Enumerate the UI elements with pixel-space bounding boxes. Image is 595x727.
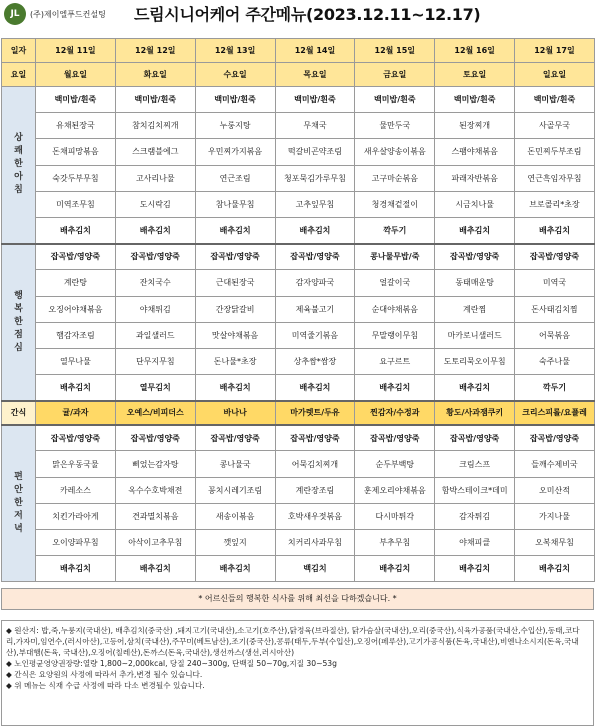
menu-item: 돈민찌두부조림 <box>515 139 595 165</box>
menu-item: 누룽지탕 <box>195 113 275 139</box>
day-cell: 화요일 <box>115 63 195 87</box>
breakfast-label-char: 침 <box>14 185 23 196</box>
menu-item: 삐었는감자탕 <box>115 451 195 477</box>
menu-item: 훈제오리야채볶음 <box>355 477 435 503</box>
menu-item: 맛살야채볶음 <box>195 322 275 348</box>
date-cell: 12월 15일 <box>355 39 435 63</box>
menu-item: 잡곡밥/영양죽 <box>355 425 435 451</box>
breakfast-label-char: 한 <box>14 159 23 170</box>
menu-item: 배추김치 <box>275 375 355 401</box>
menu-item: 물만두국 <box>355 113 435 139</box>
company-logo: JL <box>4 3 26 25</box>
menu-item: 도토리묵오이무침 <box>435 348 515 374</box>
menu-item: 순두부백탕 <box>355 451 435 477</box>
menu-item: 크림스프 <box>435 451 515 477</box>
menu-item: 아삭이고추무침 <box>115 530 195 556</box>
breakfast-row <box>2 165 595 191</box>
menu-item: 사골무국 <box>515 113 595 139</box>
footer-notes <box>1 620 594 726</box>
menu-item: 잡곡밥/영양죽 <box>435 244 515 270</box>
menu-item: 배추김치 <box>115 217 195 243</box>
menu-item: 배추김치 <box>515 217 595 243</box>
menu-item: 배추김치 <box>36 375 116 401</box>
menu-item: 잡곡밥/영양죽 <box>515 244 595 270</box>
menu-item: 배추김치 <box>195 556 275 582</box>
menu-item: 유채된장국 <box>36 113 116 139</box>
menu-item: 어묵볶음 <box>515 322 595 348</box>
day-label: 요일 <box>2 63 36 87</box>
menu-item: 미역줄기볶음 <box>275 322 355 348</box>
day-cell: 목요일 <box>275 63 355 87</box>
menu-item: 간장닭갈비 <box>195 296 275 322</box>
menu-item: 숙주나물 <box>515 348 595 374</box>
menu-item: 백미밥/흰죽 <box>36 87 116 113</box>
menu-item: 오이양파무침 <box>36 530 116 556</box>
menu-item: 청경채겉절이 <box>355 191 435 217</box>
date-cell: 12월 13일 <box>195 39 275 63</box>
snack-note: ◆ 간식은 요양원의 사정에 따라서 추가,변경 될수 있습니다. <box>6 670 203 679</box>
dinner-row <box>2 425 595 451</box>
menu-item: 잡곡밥/영양죽 <box>36 425 116 451</box>
menu-item: 미역국 <box>515 270 595 296</box>
menu-item: 단무지무침 <box>115 348 195 374</box>
menu-item: 가지나물 <box>515 503 595 529</box>
date-cell: 12월 11일 <box>36 39 116 63</box>
menu-item: 감자양파국 <box>275 270 355 296</box>
page-header <box>0 0 595 36</box>
lunch-row <box>2 296 595 322</box>
menu-item: 잡곡밥/영양죽 <box>515 425 595 451</box>
menu-item: 배추김치 <box>435 375 515 401</box>
lunch-row <box>2 348 595 374</box>
day-cell: 수요일 <box>195 63 275 87</box>
menu-item: 무채국 <box>275 113 355 139</box>
dinner-label-char: 저 <box>14 511 23 522</box>
menu-item: 배추김치 <box>515 556 595 582</box>
menu-item: 백미밥/흰죽 <box>435 87 515 113</box>
menu-item: 함박스테이크*데미 <box>435 477 515 503</box>
menu-item: 동태매운탕 <box>435 270 515 296</box>
nutrition-note: ◆ 노인평균영양권장량:열량 1,800~2,000kcal, 당질 240~300g, 단백질 50~70g,지질 30~53g <box>6 659 337 668</box>
lunch-label-char: 점 <box>14 329 23 340</box>
menu-item: 야채피클 <box>435 530 515 556</box>
menu-item: 참치김치찌개 <box>115 113 195 139</box>
menu-item: 고사리나물 <box>115 165 195 191</box>
menu-item: 숙갓두부무침 <box>36 165 116 191</box>
lunch-label-char: 심 <box>14 342 23 353</box>
day-cell: 토요일 <box>435 63 515 87</box>
menu-item: 참나물무침 <box>195 191 275 217</box>
day-row <box>2 63 595 87</box>
breakfast-label-char: 쾌 <box>14 146 23 157</box>
menu-item: 감자튀김 <box>435 503 515 529</box>
menu-item: 오징어야채볶음 <box>36 296 116 322</box>
day-cell: 일요일 <box>515 63 595 87</box>
lunch-label <box>2 244 36 401</box>
menu-item: 시금치나물 <box>435 191 515 217</box>
day-cell: 월요일 <box>36 63 116 87</box>
lunch-label-char: 복 <box>14 303 23 314</box>
notice-banner: * 어르신들의 행복한 식사를 위해 최선을 다하겠습니다. * <box>1 588 594 610</box>
dinner-label-char: 녁 <box>14 524 23 535</box>
dinner-label-char: 편 <box>14 472 23 483</box>
menu-item: 옥수수호박채전 <box>115 477 195 503</box>
menu-item: 브로콜리*초장 <box>515 191 595 217</box>
lunch-row <box>2 270 595 296</box>
menu-item: 잡곡밥/영양죽 <box>115 244 195 270</box>
dinner-label <box>2 425 36 582</box>
menu-item: 잡곡밥/영양죽 <box>195 425 275 451</box>
day-cell: 금요일 <box>355 63 435 87</box>
menu-item: 돈나물*초장 <box>195 348 275 374</box>
menu-item: 맑은우동국물 <box>36 451 116 477</box>
dinner-row <box>2 503 595 529</box>
dinner-row <box>2 556 595 582</box>
change-note: ◆ 위 메뉴는 식재 수급 사정에 따라 다소 변경될수 있습니다. <box>6 681 205 690</box>
menu-item: 근대된장국 <box>195 270 275 296</box>
menu-item: 배추김치 <box>435 556 515 582</box>
menu-item: 배추김치 <box>275 217 355 243</box>
menu-item: 견과멸치볶음 <box>115 503 195 529</box>
menu-item: 오복채무침 <box>515 530 595 556</box>
menu-item: 무말랭이무침 <box>355 322 435 348</box>
snack-item: 바나나 <box>195 401 275 425</box>
page-title: 드림시니어케어 주간메뉴(2023.12.11~12.17) <box>134 5 481 24</box>
dinner-row <box>2 530 595 556</box>
menu-item: 야채튀김 <box>115 296 195 322</box>
dinner-label-char: 안 <box>14 485 23 496</box>
menu-item: 백미밥/흰죽 <box>275 87 355 113</box>
menu-item: 배추김치 <box>36 556 116 582</box>
menu-item: 잡곡밥/영양죽 <box>275 244 355 270</box>
menu-item: 햄감자조림 <box>36 322 116 348</box>
menu-item: 배추김치 <box>435 217 515 243</box>
menu-item: 배추김치 <box>355 375 435 401</box>
menu-item: 돈채피망볶음 <box>36 139 116 165</box>
menu-item: 고구마순볶음 <box>355 165 435 191</box>
menu-item: 도시락김 <box>115 191 195 217</box>
menu-item: 고추잎무침 <box>275 191 355 217</box>
menu-item: 잡곡밥/영양죽 <box>36 244 116 270</box>
menu-item: 깍두기 <box>515 375 595 401</box>
snack-item: 찐감자/수정과 <box>355 401 435 425</box>
date-cell: 12월 14일 <box>275 39 355 63</box>
menu-item: 스팸야채볶음 <box>435 139 515 165</box>
menu-item: 과일샐러드 <box>115 322 195 348</box>
breakfast-row <box>2 191 595 217</box>
dinner-row <box>2 451 595 477</box>
menu-item: 치커리사과무침 <box>275 530 355 556</box>
menu-item: 잔치국수 <box>115 270 195 296</box>
menu-item: 열무김치 <box>115 375 195 401</box>
menu-item: 파래자반볶음 <box>435 165 515 191</box>
menu-item: 배추김치 <box>195 375 275 401</box>
company-name: (주)제이엘푸드컨설팅 <box>30 10 106 19</box>
menu-item: 연근조림 <box>195 165 275 191</box>
menu-item: 계란찜 <box>435 296 515 322</box>
snack-label: 간식 <box>2 401 36 425</box>
breakfast-label-char: 상 <box>14 133 23 144</box>
menu-item: 배추김치 <box>195 217 275 243</box>
menu-item: 계란장조림 <box>275 477 355 503</box>
menu-item: 치킨가라아게 <box>36 503 116 529</box>
menu-item: 꽁치시레기조림 <box>195 477 275 503</box>
breakfast-label-char: 아 <box>14 172 23 183</box>
menu-item: 잡곡밥/영양죽 <box>115 425 195 451</box>
menu-item: 돈사태김치찜 <box>515 296 595 322</box>
breakfast-label <box>2 87 36 244</box>
menu-item: 깻잎지 <box>195 530 275 556</box>
menu-item: 백미밥/흰죽 <box>115 87 195 113</box>
menu-item: 깍두기 <box>355 217 435 243</box>
lunch-label-char: 한 <box>14 316 23 327</box>
breakfast-row <box>2 113 595 139</box>
menu-item: 배추김치 <box>36 217 116 243</box>
date-label: 일자 <box>2 39 36 63</box>
menu-item: 제육불고기 <box>275 296 355 322</box>
menu-item: 호박새우젓볶음 <box>275 503 355 529</box>
menu-item: 카레소스 <box>36 477 116 503</box>
menu-item: 새우살양송이볶음 <box>355 139 435 165</box>
lunch-row <box>2 244 595 270</box>
menu-item: 스크램블에그 <box>115 139 195 165</box>
date-cell: 12월 16일 <box>435 39 515 63</box>
snack-item: 크리스피롤/요플레 <box>515 401 595 425</box>
menu-item: 들깨수제비국 <box>515 451 595 477</box>
dinner-label-char: 한 <box>14 498 23 509</box>
menu-item: 콩나물무밥/죽 <box>355 244 435 270</box>
date-cell: 12월 17일 <box>515 39 595 63</box>
weekly-menu-table <box>1 38 595 582</box>
breakfast-row <box>2 217 595 243</box>
menu-item: 얼갈이국 <box>355 270 435 296</box>
origin-note: ◆ 원산지: 밥,죽,누룽지(국내산), 배추김치(중국산) ,돼지고기(국내산),소고기(호주산),닭정육(브라질산), 닭가슴살(국내산),오리(중국산),식육가공품(국내산,수입산),동태,코다리,가자미,임연수,(러시아산),고등어,삼치(국내산),주꾸미(베트남산),조기(중국산),콩류(태두,두부(수입산),오징어(페루산),고기가공식품(돈육,국내산),비엔나소시지(돈육,국내산),부대햄(돈육, 국내산),오징어(칠레산),돈까스(돈육,국내산),생선까스(생선,러시아산) <box>6 626 580 657</box>
menu-item: 마카로니샐러드 <box>435 322 515 348</box>
menu-item: 부추무침 <box>355 530 435 556</box>
menu-item: 순대야채볶음 <box>355 296 435 322</box>
lunch-row <box>2 375 595 401</box>
lunch-label-char: 행 <box>14 290 23 301</box>
menu-item: 배추김치 <box>355 556 435 582</box>
menu-item: 된장찌개 <box>435 113 515 139</box>
snack-row <box>2 401 595 425</box>
menu-item: 요구르트 <box>355 348 435 374</box>
menu-item: 잡곡밥/영양죽 <box>275 425 355 451</box>
menu-item: 콩나물국 <box>195 451 275 477</box>
menu-item: 백미밥/흰죽 <box>195 87 275 113</box>
breakfast-row <box>2 87 595 113</box>
menu-item: 백미밥/흰죽 <box>515 87 595 113</box>
date-cell: 12월 12일 <box>115 39 195 63</box>
menu-item: 상추쌈*쌈장 <box>275 348 355 374</box>
menu-item: 다시마튀각 <box>355 503 435 529</box>
snack-item: 귤/과자 <box>36 401 116 425</box>
menu-item: 열무나물 <box>36 348 116 374</box>
menu-item: 우민찌가지볶음 <box>195 139 275 165</box>
menu-item: 백김치 <box>275 556 355 582</box>
date-row <box>2 39 595 63</box>
dinner-row <box>2 477 595 503</box>
snack-item: 오예스/비피더스 <box>115 401 195 425</box>
snack-item: 황도/사과잼쿠키 <box>435 401 515 425</box>
menu-item: 어묵김치찌개 <box>275 451 355 477</box>
menu-item: 청포묵김가루무침 <box>275 165 355 191</box>
menu-item: 연근흑임자무침 <box>515 165 595 191</box>
menu-item: 계란탕 <box>36 270 116 296</box>
menu-item: 오미산적 <box>515 477 595 503</box>
menu-item: 백미밥/흰죽 <box>355 87 435 113</box>
lunch-row <box>2 322 595 348</box>
snack-item: 마가렛트/두유 <box>275 401 355 425</box>
breakfast-row <box>2 139 595 165</box>
menu-item: 떡갈비곤약조림 <box>275 139 355 165</box>
menu-item: 미역조무침 <box>36 191 116 217</box>
menu-item: 배추김치 <box>115 556 195 582</box>
menu-item: 잡곡밥/영양죽 <box>195 244 275 270</box>
menu-item: 새송이볶음 <box>195 503 275 529</box>
menu-item: 잡곡밥/영양죽 <box>435 425 515 451</box>
